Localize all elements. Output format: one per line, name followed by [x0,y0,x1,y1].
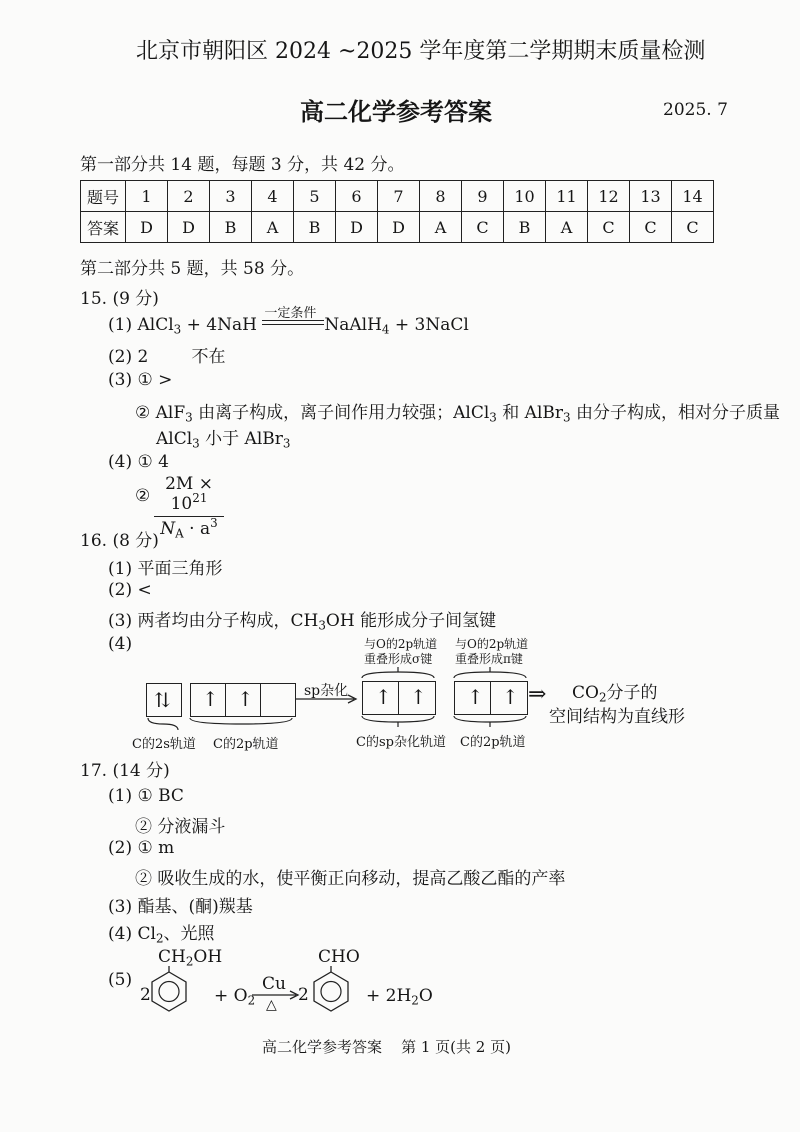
top-brace [360,666,440,680]
benzene-ring-icon [312,966,352,1012]
q17-s2-1: (2) ① m [108,838,175,858]
q17-s2-2: ② 吸收生成的水，使平衡正向移动，提高乙酸乙酯的产率 [135,869,566,889]
q15-s3-2-line1: ② AlF$_3$ 由离子构成，离子间作用力较强；AlCl$_3$ 和 AlBr$_3$ 由分子构成，相对分子质量 [135,403,780,425]
label-2p: C的2p轨道 [213,737,279,752]
page-footer: 高二化学参考答案 第 1 页(共 2 页) [262,1038,511,1056]
question-number: 10 [504,181,546,212]
up-down-arrows-icon: ⇅ [154,688,171,712]
q16-heading: 16. (8 分) [80,531,159,551]
fraction-numerator: $2M \times 10^{21}$ [154,474,224,517]
document-title: 北京市朝阳区 2024 ~2025 学年度第二学期期末质量检测 [136,39,706,64]
answer-cell: B [504,212,546,243]
date-label: 2025. 7 [663,100,728,120]
implies-arrow-icon: ⇒ [528,682,547,707]
pi-label-line2: 重叠形成π键 [455,652,523,666]
question-number: 14 [672,181,714,212]
sp-hybridization-label: sp杂化 [304,683,349,699]
answer-table [80,180,714,243]
right-arrow-icon [296,694,360,704]
conclusion-line2: 空间结构为直线形 [549,707,685,727]
bottom-brace [360,714,440,728]
water-product: + $2H_2O$ [366,986,433,1008]
up-arrow-icon: ↑ [502,685,519,709]
answer-row [81,212,714,243]
q15-s2: (2) 2 不在 [108,347,226,367]
q17-heading: 17. (14 分) [80,761,170,781]
question-number: 6 [336,181,378,212]
pi-label-line1: 与O的2p轨道 [455,637,529,651]
question-number: 11 [546,181,588,212]
row-label-question: 题号 [81,181,126,212]
orbital-box-2s [146,683,182,717]
label-sp: C的sp杂化轨道 [356,735,446,750]
answer-cell: C [462,212,504,243]
part2-intro: 第二部分共 5 题，共 58 分。 [80,259,305,279]
answer-cell: D [378,212,420,243]
orbital-braces [144,716,304,732]
heat-symbol: △ [266,997,277,1013]
answer-cell: C [588,212,630,243]
orbital-box-2p-unhybridized [454,681,528,715]
answer-cell: B [210,212,252,243]
question-number: 13 [630,181,672,212]
question-number: 4 [252,181,294,212]
benzyl-alcohol-substituent: $CH_2OH$ [158,947,223,969]
sigma-label-line2: 重叠形成σ键 [364,652,433,666]
page-title: 高二化学参考答案 [300,97,492,126]
benzaldehyde-substituent: CHO [318,947,360,967]
sigma-label-line1: 与O的2p轨道 [364,637,438,651]
answer-cell: D [336,212,378,243]
q16-s4: (4) [108,634,133,654]
question-number: 3 [210,181,252,212]
row-label-answer: 答案 [81,212,126,243]
condition-equals-sign: 一定条件 [262,316,324,330]
question-number: 12 [588,181,630,212]
product-coefficient: 2 [298,985,309,1005]
answer-cell: D [126,212,168,243]
q15-s1-equation: (1) AlCl$_3$ + 4NaH 一定条件 NaAlH$_4$ + 3NaCl [108,306,469,337]
q17-s1-1: (1) ① BC [108,786,184,806]
reactant-coefficient: 2 [140,985,151,1005]
up-arrow-icon: ↑ [237,687,254,711]
q15-s3-1: (3) ① > [108,370,173,390]
question-number: 7 [378,181,420,212]
orbital-box-sp [362,681,436,715]
fraction-denominator: $N_A \cdot a^3$ [160,515,218,541]
q16-s1: (1) 平面三角形 [108,559,223,579]
top-brace [452,666,532,680]
q15-s4-1: (4) ① 4 [108,452,169,472]
question-number: 8 [420,181,462,212]
density-fraction [154,474,224,539]
part1-intro: 第一部分共 14 题，每题 3 分，共 42 分。 [80,155,405,175]
question-number: 5 [294,181,336,212]
answer-cell: C [672,212,714,243]
q16-s2: (2) < [108,580,152,600]
question-number: 1 [126,181,168,212]
answer-cell: B [294,212,336,243]
answer-cell: A [420,212,462,243]
q16-s3: (3) 两者均由分子构成，$CH_3OH$ 能形成分子间氢键 [108,611,497,633]
up-arrow-icon: ↑ [467,685,484,709]
label-2p-b: C的2p轨道 [460,735,526,750]
question-number-row [81,181,714,212]
bottom-brace [452,714,532,728]
q15-heading: 15. (9 分) [80,289,159,309]
q15-s4-2-label: ② [135,486,151,506]
reaction-arrow-icon [252,990,302,1000]
question-number: 9 [462,181,504,212]
up-arrow-icon: ↑ [410,685,427,709]
answer-cell: A [252,212,294,243]
oxygen-reactant: + $O_2$ [214,986,256,1008]
q17-s4: (4) $Cl_2$、光照 [108,924,215,946]
up-arrow-icon: ↑ [202,687,219,711]
question-number: 2 [168,181,210,212]
q17-s3: (3) 酯基、(酮)羰基 [108,897,253,917]
answer-cell: C [630,212,672,243]
up-arrow-icon: ↑ [375,685,392,709]
q17-s1-2: ② 分液漏斗 [135,817,226,837]
label-2s: C的2s轨道 [132,737,196,752]
orbital-box-2p [190,683,296,717]
benzene-ring-icon [150,966,190,1012]
q15-s3-2-line2: AlCl$_3$ 小于 AlBr$_3$ [156,429,291,451]
answer-cell: D [168,212,210,243]
answer-cell: A [546,212,588,243]
conclusion-line1: $CO_2$分子的 [572,683,658,705]
q17-s5-label: (5) [108,970,133,990]
catalyst-label: Cu [262,974,286,994]
